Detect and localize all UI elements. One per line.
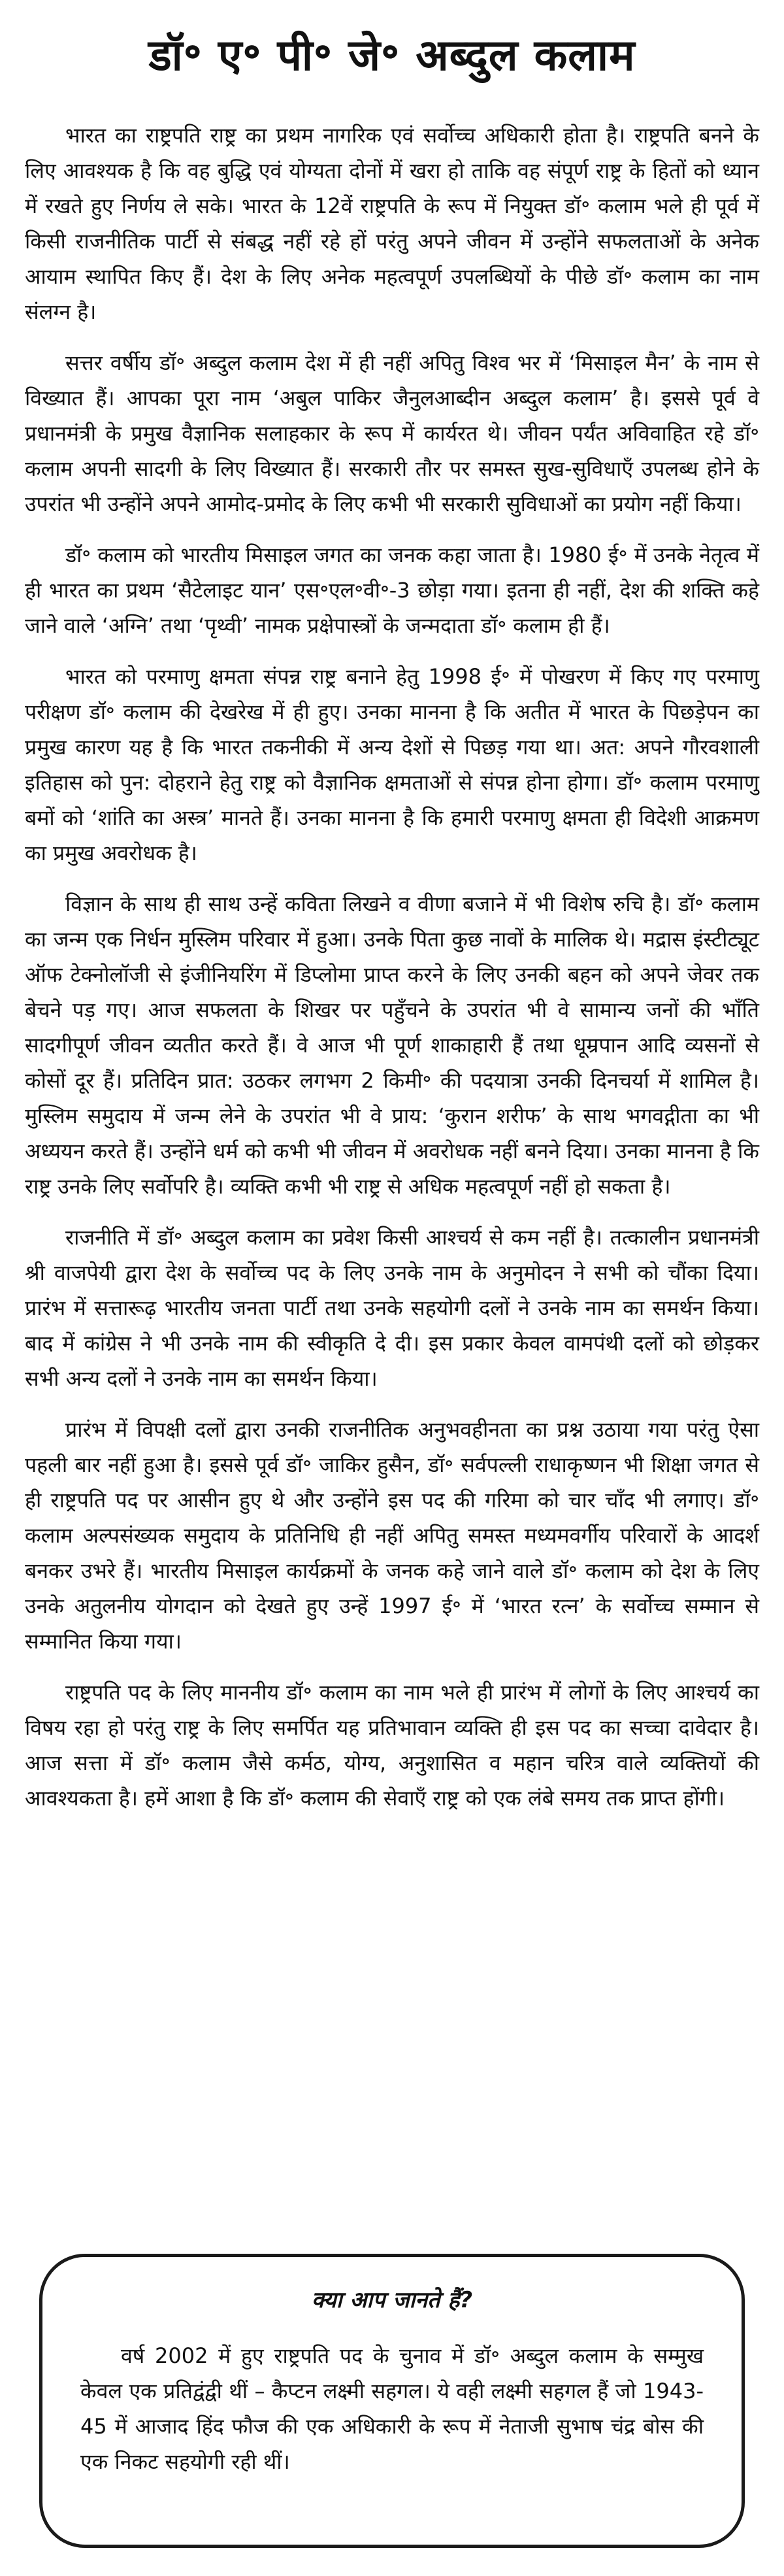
paragraph-8: राष्ट्रपति पद के लिए माननीय डॉ॰ कलाम का नाम भले ही प्रारंभ में लोगों के लिए आश्चर्य का विषय रहा हो परंतु राष्ट्र के लिए समर्पित यह प्रतिभावान व्यक्ति ही इस पद का सच्चा दावेदार है। आज सत्ता में डॉ॰ कलाम जैसे कर्मठ, योग्य, अनुशासित व महान चरित्र वाले व्यक्तियों की आवश्यकता है। हमें आशा है कि डॉ॰ कलाम की सेवाएँ राष्ट्र को एक लंबे समय तक प्राप्त होंगी। bbox=[25, 1680, 759, 1811]
paragraph-3: डॉ॰ कलाम को भारतीय मिसाइल जगत का जनक कहा जाता है। 1980 ई॰ में उनके नेतृत्व में ही भारत का प्रथम ‘सैटेलाइट यान’ एस॰एल॰वी॰-3 छोड़ा गया। इतना ही नहीं, देश की शक्ति कहे जाने वाले ‘अग्नि’ तथा ‘पृथ्वी’ नामक प्रक्षेपास्त्रों के जन्मदाता डॉ॰ कलाम ही हैं। bbox=[25, 543, 759, 638]
paragraph-5: विज्ञान के साथ ही साथ उन्हें कविता लिखने व वीणा बजाने में भी विशेष रुचि है। डॉ॰ कलाम का जन्म एक निर्धन मुस्लिम परिवार में हुआ। उनके पिता कुछ नावों के मालिक थे। मद्रास इंस्टीट्यूट ऑफ टेक्नोलॉजी से इंजीनियरिंग में डिप्लोमा प्राप्त करने के लिए उनकी बहन को अपने जेवर तक बेचने पड़ गए। आज सफलता के शिखर पर पहुँचने के उपरांत भी वे सामान्य जनों की भाँति सादगीपूर्ण जीवन व्यतीत करते हैं। वे आज भी पूर्ण शाकाहारी हैं तथा धूम्रपान आदि व्यसनों से कोसों दूर हैं। प्रतिदिन प्रात: उठकर लगभग 2 किमी॰ की पदयात्रा उनकी दिनचर्या में शामिल है। मुस्लिम समुदाय में जन्म लेने के उपरांत भी वे प्राय: ‘कुरान शरीफ’ के साथ भगवद्गीता का भी अध्ययन करते हैं। उन्होंने धर्म को कभी भी जीवन में अवरोधक नहीं बनने दिया। उनका मानना है कि राष्ट्र उनके लिए सर्वोपरि है। व्यक्ति कभी भी राष्ट्र से अधिक महत्वपूर्ण नहीं हो सकता है। bbox=[25, 892, 759, 1199]
paragraph-2: सत्तर वर्षीय डॉ॰ अब्दुल कलाम देश में ही नहीं अपितु विश्व भर में ‘मिसाइल मैन’ के नाम से विख्यात हैं। आपका पूरा नाम ‘अबुल पाकिर जैनुलआब्दीन अब्दुल कलाम’ है। इससे पूर्व वे प्रधानमंत्री के प्रमुख वैज्ञानिक सलाहकार के रूप में कार्यरत थे। जीवन पर्यंत अविवाहित रहे डॉ॰ कलाम अपनी सादगी के लिए विख्यात हैं। सरकारी तौर पर समस्त सुख-सुविधाएँ उपलब्ध होने के उपरांत भी उन्होंने अपने आमोद-प्रमोद के लिए कभी भी सरकारी सुविधाओं का प्रयोग नहीं किया। bbox=[25, 350, 759, 516]
paragraph-4: भारत को परमाणु क्षमता संपन्न राष्ट्र बनाने हेतु 1998 ई॰ में पोखरण में किए गए परमाणु परीक्षण डॉ॰ कलाम की देखरेख में ही हुए। उनका मानना है कि अतीत में भारत के पिछड़ेपन का प्रमुख कारण यह है कि भारत तकनीकी में अन्य देशों से पिछड़ गया था। अत: अपने गौरवशाली इतिहास को पुन: दोहराने हेतु राष्ट्र को वैज्ञानिक क्षमताओं से संपन्न होना होगा। डॉ॰ कलाम परमाणु बमों को ‘शांति का अस्त्र’ मानते हैं। उनका मानना है कि हमारी परमाणु क्षमता ही विदेशी आक्रमण का प्रमुख अवरोधक है। bbox=[25, 664, 759, 865]
did-you-know-text: वर्ष 2002 में हुए राष्ट्रपति पद के चुनाव में डॉ॰ अब्दुल कलाम के सम्मुख केवल एक प्रतिद्वंद्वी थीं – कैप्टन लक्ष्मी सहगल। ये वही लक्ष्मी सहगल हैं जो 1943-45 में आजाद हिंद फौज की एक अधिकारी के रूप में नेताजी सुभाष चंद्र बोस की एक निकट सहयोगी रही थीं। bbox=[80, 2343, 704, 2474]
essay-title: डॉ॰ ए॰ पी॰ जे॰ अब्दुल कलाम bbox=[148, 30, 636, 80]
did-you-know-heading: क्या आप जानते हैं? bbox=[311, 2287, 473, 2313]
paragraph-6: राजनीति में डॉ॰ अब्दुल कलाम का प्रवेश किसी आश्चर्य से कम नहीं है। तत्कालीन प्रधानमंत्री श्री वाजपेयी द्वारा देश के सर्वोच्च पद के लिए उनके नाम के अनुमोदन ने सभी को चौंका दिया। प्रारंभ में सत्तारूढ़ भारतीय जनता पार्टी तथा उनके सहयोगी दलों ने उनके नाम का समर्थन किया। बाद में कांग्रेस ने भी उनके नाम की स्वीकृति दे दी। इस प्रकार केवल वामपंथी दलों को छोड़कर सभी अन्य दलों ने उनके नाम का समर्थन किया। bbox=[25, 1225, 759, 1391]
did-you-know-box bbox=[39, 2254, 745, 2548]
essay-body bbox=[25, 118, 759, 1816]
paragraph-7: प्रारंभ में विपक्षी दलों द्वारा उनकी राजनीतिक अनुभवहीनता का प्रश्न उठाया गया परंतु ऐसा पहली बार नहीं हुआ है। इससे पूर्व डॉ॰ जाकिर हुसैन, डॉ॰ सर्वपल्ली राधाकृष्णन भी शिक्षा जगत से ही राष्ट्रपति पद पर आसीन हुए थे और उन्होंने इस पद की गरिमा को चार चाँद भी लगाए। डॉ॰ कलाम अल्पसंख्यक समुदाय के प्रतिनिधि ही नहीं अपितु समस्त मध्यमवर्गीय परिवारों के आदर्श बनकर उभरे हैं। भारतीय मिसाइल कार्यक्रमों के जनक कहे जाने वाले डॉ॰ कलाम को देश के लिए उनके अतुलनीय योगदान को देखते हुए उन्हें 1997 ई॰ में ‘भारत रत्न’ के सर्वोच्च सम्मान से सम्मानित किया गया। bbox=[25, 1417, 759, 1654]
paragraph-1: भारत का राष्ट्रपति राष्ट्र का प्रथम नागरिक एवं सर्वोच्च अधिकारी होता है। राष्ट्रपति बनने के लिए आवश्यक है कि वह बुद्धि एवं योग्यता दोनों में खरा हो ताकि वह संपूर्ण राष्ट्र के हितों को ध्यान में रखते हुए निर्णय ले सके। भारत के 12वें राष्ट्रपति के रूप में नियुक्त डॉ॰ कलाम भले ही पूर्व में किसी राजनीतिक पार्टी से संबद्ध नहीं रहे हों परंतु अपने जीवन में उन्होंने सफलताओं के अनेक आयाम स्थापित किए हैं। देश के लिए अनेक महत्वपूर्ण उपलब्धियों के पीछे डॉ॰ कलाम का नाम संलग्न है। bbox=[25, 123, 759, 324]
